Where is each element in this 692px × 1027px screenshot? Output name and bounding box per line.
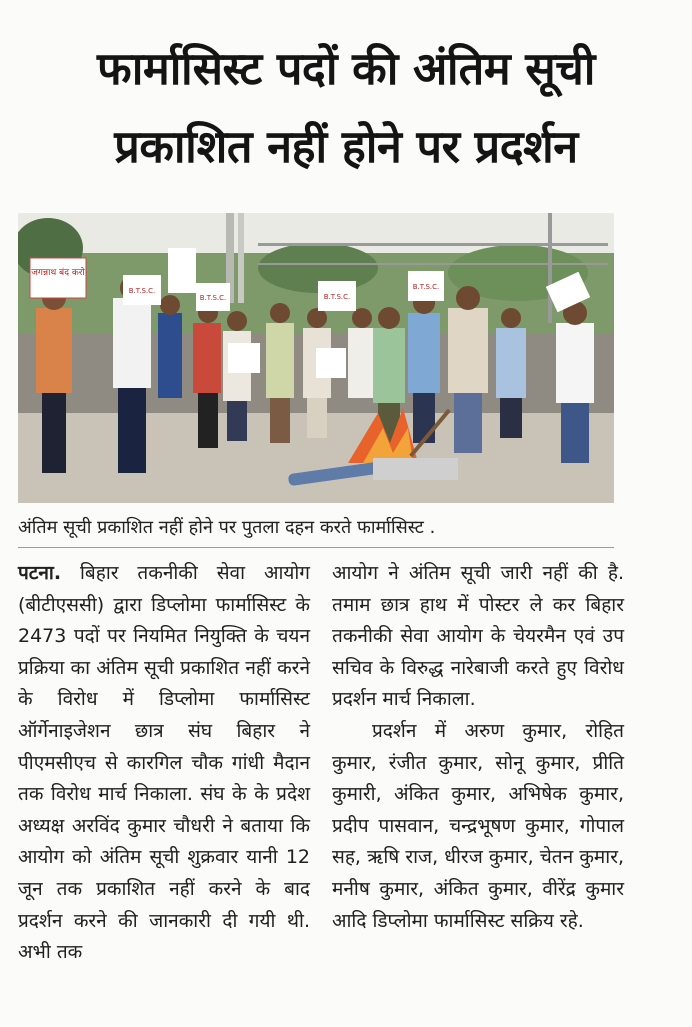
- article-column-right: [332, 558, 624, 937]
- placard-text-1: जगन्नाथ बंद करो: [31, 268, 85, 278]
- headline-line-1: फार्मासिस्ट पदों की अंतिम सूची: [97, 42, 595, 95]
- protest-photo-illustration: [18, 213, 614, 503]
- placard-text-2: B.T.S.C.: [128, 287, 156, 295]
- dateline: पटना.: [18, 562, 62, 584]
- placard-text-4: B.T.S.C.: [323, 293, 351, 301]
- photo-caption: अंतिम सूची प्रकाशित नहीं होने पर पुतला दहन करते फार्मासिस्ट .: [18, 513, 614, 548]
- article-right-paragraph-2: प्रदर्शन में अरुण कुमार, रोहित कुमार, रंजीत कुमार, सोनू कुमार, प्रीति कुमारी, अंकित कुमार, अभिषेक कुमार, प्रदीप पासवान, चन्द्रभूषण कुमार, गोपाल सह, ऋषि राज, धीरज कुमार, चेतन कुमार, मनीष कुमार, अंकित कुमार, वीरेंद्र कुमार आदि डिप्लोमा फार्मासिस्ट सक्रिय रहे.: [332, 719, 624, 932]
- headline: [0, 30, 692, 186]
- article-left-body: बिहार तकनीकी सेवा आयोग (बीटीएससी) द्वारा डिप्लोमा फार्मासिस्ट के 2473 पदों पर नियमित नियुक्ति के चयन प्रक्रिया का अंतिम सूची प्रकाशित नहीं करने के विरोध में डिप्लोमा फार्मासिस्ट ऑर्गेनाइजेशन छात्र संघ बिहार ने पीएमसीएच से कारगिल चौक गांधी मैदान तक विरोध मार्च निकाला. संघ के के प्रदेश अध्यक्ष अरविंद कुमार चौधरी ने बताया कि आयोग को अंतिम सूची शुक्रवार यानी 12 जून तक प्रकाशित नहीं करने के बाद प्रदर्शन करने की जानकारी दी गयी थी. अभी तक: [18, 562, 310, 964]
- news-photo: [18, 213, 614, 503]
- article-column-left: [18, 558, 310, 969]
- headline-line-2: प्रकाशित नहीं होने पर प्रदर्शन: [114, 120, 578, 173]
- placard-text-5: B.T.S.C.: [412, 283, 440, 291]
- article-right-paragraph-1: आयोग ने अंतिम सूची जारी नहीं की है. तमाम छात्र हाथ में पोस्टर ले कर बिहार तकनीकी सेवा आयोग के चेयरमैन एवं उप सचिव के विरुद्ध नारेबाजी करते हुए विरोध प्रदर्शन मार्च निकाला.: [332, 562, 624, 711]
- placard-text-3: B.T.S.C.: [199, 294, 227, 302]
